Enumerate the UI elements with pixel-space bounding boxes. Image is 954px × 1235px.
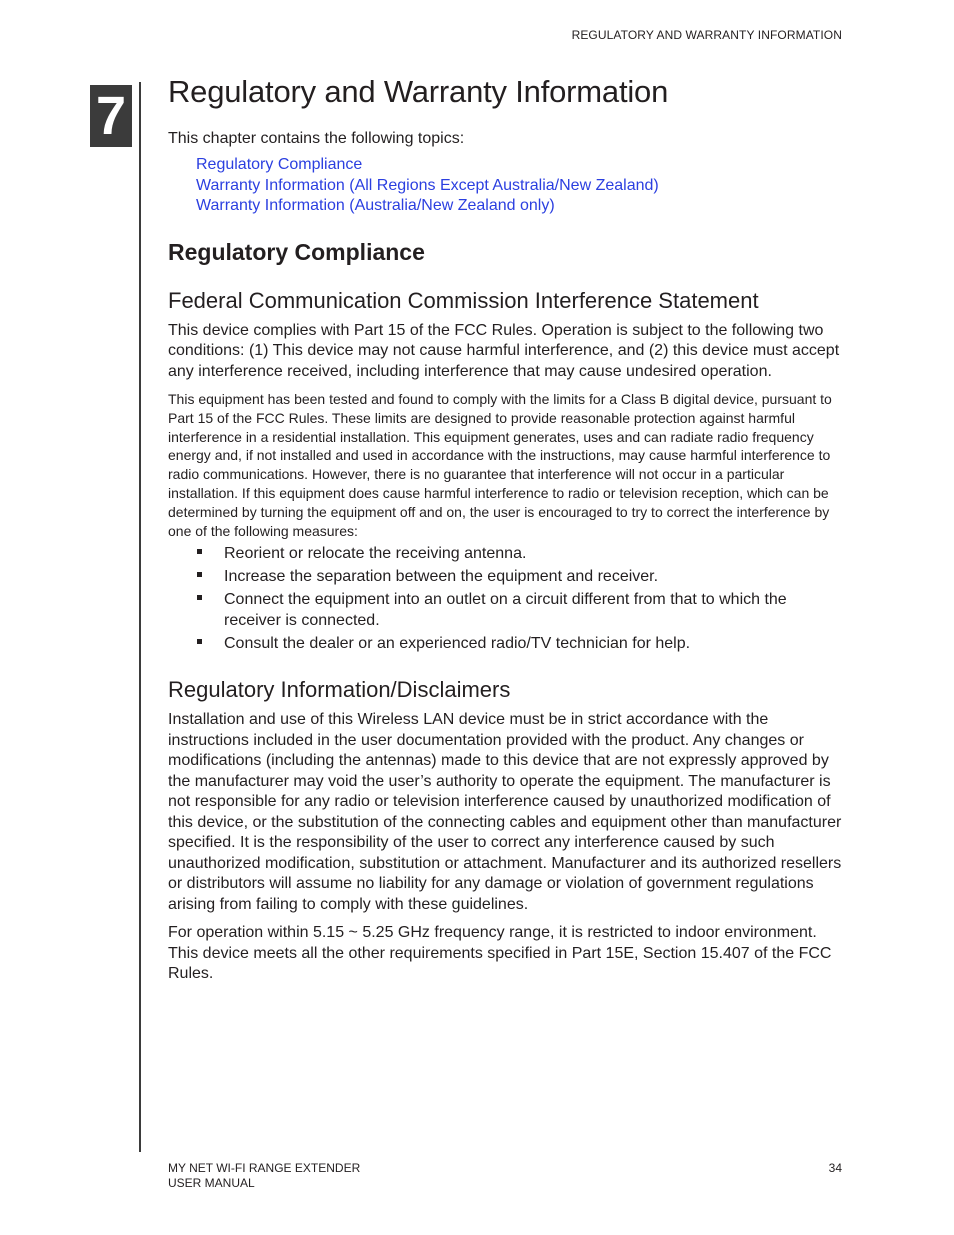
bullet-icon: [197, 572, 202, 577]
topic-link-warranty-all-regions[interactable]: Warranty Information (All Regions Except Australia/New Zealand): [196, 176, 659, 194]
fcc-paragraph-1: This device complies with Part 15 of the FCC Rules. Operation is subject to the following two conditions: (1) This device may not cause harmful interference, and (2) this device must accept any interference received, including interference that may cause undesired operation.: [168, 321, 840, 380]
measure-text: Increase the separation between the equipment and receiver.: [224, 568, 659, 586]
footer-product-name: [168, 1161, 360, 1191]
footer-product-line-1: MY NET WI-FI RANGE EXTENDER: [168, 1161, 361, 1175]
disclaimers-paragraph-2: For operation within 5.15 ~ 5.25 GHz frequency range, it is restricted to indoor environment. This device meets all the other requirements specified in Part 15E, Section 15.407 of the FCC Rules.: [168, 924, 832, 983]
topic-list: [196, 155, 844, 217]
running-header: REGULATORY AND WARRANTY INFORMATION: [571, 28, 842, 42]
list-item: [196, 590, 844, 631]
topic-item: [196, 155, 844, 176]
bullet-icon: [197, 639, 202, 644]
list-item: [196, 567, 844, 588]
page-number: 34: [828, 1161, 842, 1175]
subheading-disclaimers: Regulatory Information/Disclaimers: [168, 677, 511, 703]
measure-text: Connect the equipment into an outlet on a circuit different from that to which the receiver is connected.: [224, 591, 787, 629]
fcc-paragraph-2: This equipment has been tested and found to comply with the limits for a Class B digital device, pursuant to Part 15 of the FCC Rules. These limits are designed to provide reasonable protection against harmful interference in a residential installation. This equipment generates, uses and can radiate radio frequency energy and, if not installed and used in accordance with the instructions, may cause harmful interference to radio communications. However, there is no guarantee that interference will not occur in a particular installation. If this equipment does cause harmful interference to radio or television reception, which can be determined by turning the equipment off and on, the user is encouraged to try to correct the interference by one of the following measures:: [168, 391, 832, 539]
bullet-icon: [197, 595, 202, 600]
section-heading-regulatory-compliance: Regulatory Compliance: [168, 238, 425, 265]
fcc-measures-list: [196, 544, 844, 654]
footer-product-line-2: USER MANUAL: [168, 1176, 255, 1190]
topic-link-warranty-australia-nz[interactable]: Warranty Information (Australia/New Zealand only): [196, 197, 555, 214]
topic-item: [196, 176, 844, 197]
page-content: [168, 72, 844, 985]
topic-item: [196, 196, 844, 217]
list-item: [196, 544, 844, 565]
list-item: [196, 634, 844, 655]
chapter-vertical-rule: [139, 82, 141, 1152]
topic-link-regulatory-compliance[interactable]: Regulatory Compliance: [196, 156, 363, 173]
chapter-intro: This chapter contains the following topics:: [168, 130, 465, 147]
measure-text: Reorient or relocate the receiving antenna.: [224, 545, 527, 563]
subheading-fcc-statement: Federal Communication Commission Interference Statement: [168, 287, 759, 313]
disclaimers-paragraph-1: Installation and use of this Wireless LAN device must be in strict accordance with the instructions included in the user documentation provided with the product. Any changes or modifications (including the antennas) made to this device that are not expressly approved by the manufacturer may void the user’s authority to operate the equipment. The manufacturer is not responsible for any radio or television interference caused by unauthorized modification of this device, or the substitution of the connecting cables and equipment other than manufacturer specified. It is the responsibility of the user to correct any interference caused by such unauthorized modification, substitution or attachment. Manufacturer and its authorized resellers or distributors will assume no liability for any damage or violation of government regulations arising from failing to comply with these guidelines.: [168, 711, 842, 913]
measure-text: Consult the dealer or an experienced radio/TV technician for help.: [224, 634, 691, 652]
bullet-icon: [197, 549, 202, 554]
chapter-number-badge: 7: [90, 85, 132, 147]
chapter-title: Regulatory and Warranty Information: [168, 74, 669, 109]
